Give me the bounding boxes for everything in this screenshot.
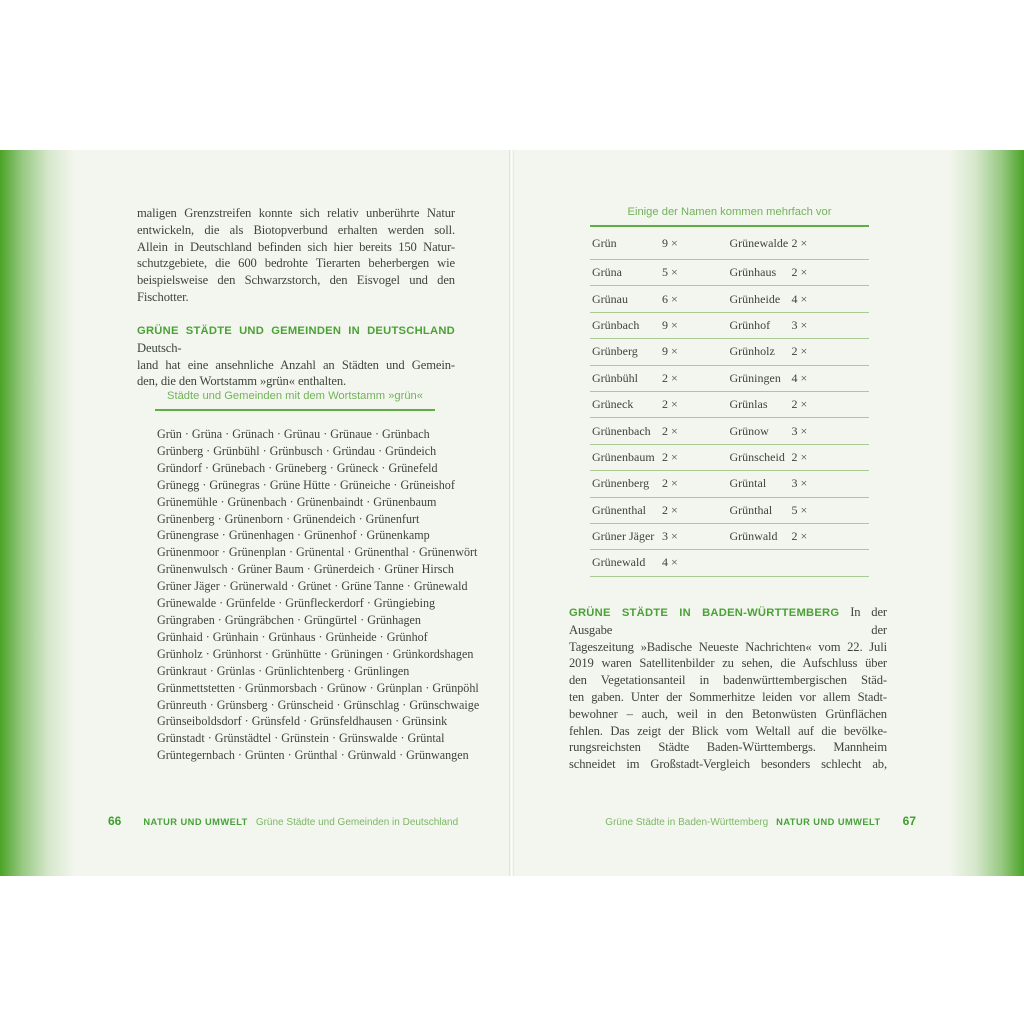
table-row xyxy=(590,471,869,497)
table-cell-right xyxy=(730,292,870,307)
paragraph-line: beispielsweise den Schwarzstorch, den Eisvogel und den xyxy=(137,273,455,288)
occurrence-count: 2 × xyxy=(791,397,808,412)
occurrence-count: 5 × xyxy=(662,265,678,280)
table-cell-right xyxy=(730,265,870,280)
occurrence-count: 3 × xyxy=(791,423,808,438)
occurrence-count: 2 × xyxy=(662,423,678,438)
place-name: Grünenberg xyxy=(592,476,650,491)
occurrence-count: 4 × xyxy=(662,555,678,570)
occurrence-count: 9 × xyxy=(662,236,678,250)
table-cell-right xyxy=(730,397,870,412)
book-spread xyxy=(0,150,1024,876)
intro-paragraph xyxy=(137,205,455,306)
occurrence-count: 4 × xyxy=(791,291,808,306)
table-row xyxy=(590,524,869,550)
place-name: Grünwald xyxy=(729,529,778,544)
place-name: Grünhof xyxy=(729,317,771,332)
place-name: Grünow xyxy=(729,423,769,438)
city-list-line: Grünseiboldsdorf · Grünsfeld · Grünsfeldhausen · Grünsink xyxy=(157,714,448,729)
paragraph-line: rungsreichsten Städte Baden-Württembergs. Mannheim xyxy=(569,740,887,755)
place-name: Grünscheid xyxy=(729,449,785,464)
paragraph-text: In der Ausgabe der xyxy=(569,605,887,637)
paragraph-line: schutzgebiete, die 600 bedrohte Tierarten beherbergen wie xyxy=(137,256,455,271)
occurrence-count: 3 × xyxy=(791,476,808,491)
city-list-line: Grünemühle · Grünenbach · Grünenbaindt · Grünenbaum xyxy=(157,494,437,509)
paragraph-line: land hat eine ansehnliche Anzahl an Städten und Gemein- xyxy=(137,357,455,372)
right-page-footer xyxy=(605,814,916,828)
city-list-line: Gründorf · Grünebach · Grüneberg · Grüneck · Grünefeld xyxy=(157,460,438,475)
city-list-line: Grüntegernbach · Grünten · Grünthal · Grünwald · Grünwangen xyxy=(157,748,469,763)
table-cell-left xyxy=(590,503,730,518)
paragraph-line: schneidet im Großstadt-Vergleich besonders schlecht ab, xyxy=(569,757,887,772)
occurrence-count: 6 × xyxy=(662,291,678,306)
table-cell-left xyxy=(590,476,730,491)
section-heading-germany: GRÜNE STÄDTE UND GEMEINDEN IN DEUTSCHLAND xyxy=(137,325,455,337)
paragraph-line: Allein in Deutschland befinden sich hier bereits 150 Natur- xyxy=(137,239,455,254)
city-list-line: Grünhaid · Grünhain · Grünhaus · Grünheide · Grünhof xyxy=(157,629,428,644)
occurrence-count: 2 × xyxy=(662,449,678,464)
table-cell-left xyxy=(590,236,730,251)
table-cell-right xyxy=(730,503,870,518)
place-name: Grünheide xyxy=(729,291,781,306)
city-list-line: Grünreuth · Grünsberg · Grünscheid · Grünschlag · Grünschwaige xyxy=(157,697,480,712)
place-name: Grünberg xyxy=(592,344,638,359)
table-row xyxy=(590,445,869,471)
place-name: Grün xyxy=(592,236,617,250)
table-row xyxy=(590,366,869,392)
paragraph-line: Tageszeitung »Badische Neueste Nachrichten« vom 22. Juli xyxy=(569,639,887,654)
city-list-line: Grünberg · Grünbühl · Grünbusch · Gründau · Gründeich xyxy=(157,443,437,458)
table-cell-right xyxy=(730,476,870,491)
right-edge-gradient xyxy=(924,150,1024,876)
occurrence-count: 9 × xyxy=(662,317,678,332)
place-name: Grüntal xyxy=(729,476,767,491)
place-name: Grünenbaum xyxy=(592,449,655,464)
place-name: Grünenthal xyxy=(592,502,646,517)
city-list-caption: Städte und Gemeinden mit dem Wortstamm »grün« xyxy=(155,390,435,411)
table-cell-left xyxy=(590,424,730,439)
left-page-footer xyxy=(108,814,458,828)
city-list-line: Grünmettstetten · Grünmorsbach · Grünow · Grünplan · Grünpöhl xyxy=(157,680,479,695)
occurrence-count: 2 × xyxy=(791,529,808,544)
table-cell-left xyxy=(590,371,730,386)
paragraph-continuation xyxy=(569,639,887,773)
place-name: Grünthal xyxy=(729,502,773,517)
page-gutter-seam xyxy=(509,150,514,876)
table-cell-right xyxy=(730,344,870,359)
city-list-line: Grünenwulsch · Grüner Baum · Grünerdeich · Grüner Hirsch xyxy=(157,562,454,577)
occurrence-count: 3 × xyxy=(662,529,678,544)
frequency-table xyxy=(590,228,869,577)
frequency-table-caption: Einige der Namen kommen mehrfach vor xyxy=(590,206,869,227)
paragraph-text: Deutsch- xyxy=(137,340,182,355)
place-name: Grünenbach xyxy=(592,423,651,438)
paragraph-continuation xyxy=(137,357,455,391)
city-list xyxy=(157,426,479,764)
footer-chapter-label: Grüne Städte und Gemeinden in Deutschland xyxy=(255,817,459,828)
paragraph-line: fehlen. Das zeigt der Blick vom Weltall auf die bevölke- xyxy=(569,723,887,738)
table-row xyxy=(590,228,869,260)
city-list-line: Grüngraben · Grüngräbchen · Grüngürtel · Grünhagen xyxy=(157,612,421,627)
germany-paragraph xyxy=(137,322,455,390)
place-name: Grüner Jäger xyxy=(592,529,655,544)
city-list-line: Grüner Jäger · Grünerwald · Grünet · Grüne Tanne · Grünewald xyxy=(157,579,468,594)
page-number: 66 xyxy=(108,814,122,828)
occurrence-count: 2 × xyxy=(662,476,678,491)
city-list-line: Grün · Grüna · Grünach · Grünau · Grünaue · Grünbach xyxy=(157,427,430,441)
table-row xyxy=(590,418,869,444)
table-row xyxy=(590,339,869,365)
paragraph-line: Fischotter. xyxy=(137,289,189,304)
place-name: Grüneck xyxy=(592,397,634,412)
table-cell-right xyxy=(730,424,870,439)
city-list-line: Grünstadt · Grünstädtel · Grünstein · Grünswalde · Grüntal xyxy=(157,731,445,746)
table-cell-right xyxy=(730,318,870,333)
footer-section-label: NATUR UND UMWELT xyxy=(143,817,248,827)
city-list-line: Grünholz · Grünhorst · Grünhütte · Grüningen · Grünkordshagen xyxy=(157,646,474,661)
table-row xyxy=(590,260,869,286)
occurrence-count: 9 × xyxy=(662,344,678,359)
table-cell-right xyxy=(730,529,870,544)
table-cell-left xyxy=(590,292,730,307)
city-list-line: Grünkraut · Grünlas · Grünlichtenberg · Grünlingen xyxy=(157,663,410,678)
section-heading-baden-wuerttemberg: GRÜNE STÄDTE IN BADEN-WÜRTTEMBERG xyxy=(569,607,840,619)
left-edge-gradient xyxy=(0,150,100,876)
paragraph-line: den, die den Wortstamm »grün« enthalten. xyxy=(137,374,347,389)
place-name: Grüningen xyxy=(729,370,781,385)
place-name: Grünewald xyxy=(592,555,646,570)
occurrence-count: 2 × xyxy=(662,502,678,517)
place-name: Grünau xyxy=(592,291,628,306)
table-row xyxy=(590,498,869,524)
place-name: Grünbühl xyxy=(592,370,638,385)
occurrence-count: 3 × xyxy=(791,317,808,332)
left-page xyxy=(137,150,480,876)
place-name: Grüna xyxy=(592,265,622,280)
table-row xyxy=(590,286,869,312)
paragraph-line: maligen Grenzstreifen konnte sich relativ unberührte Natur xyxy=(137,206,455,220)
paragraph-line: entwickeln, die als Biotopverbund erhalten werden soll. xyxy=(137,222,455,237)
table-cell-left xyxy=(590,450,730,465)
occurrence-count: 2 × xyxy=(791,344,808,359)
place-name: Grünewalde xyxy=(729,236,789,250)
table-row xyxy=(590,550,869,576)
table-cell-left xyxy=(590,265,730,280)
paragraph-line: ten gaben. Unter der Sommerhitze leiden vor allem Stadt- xyxy=(569,689,887,704)
footer-section-label: NATUR UND UMWELT xyxy=(776,817,881,827)
table-cell-left xyxy=(590,555,730,570)
table-cell-right xyxy=(730,450,870,465)
occurrence-count: 2 × xyxy=(662,397,678,412)
table-cell-left xyxy=(590,397,730,412)
occurrence-count: 5 × xyxy=(791,502,808,517)
table-cell-right xyxy=(730,236,870,251)
page-number: 67 xyxy=(902,814,916,828)
city-list-line: Grünenberg · Grünenborn · Grünendeich · Grünenfurt xyxy=(157,511,420,526)
table-cell-left xyxy=(590,318,730,333)
paragraph-line xyxy=(137,322,455,357)
table-cell-left xyxy=(590,344,730,359)
occurrence-count: 2 × xyxy=(791,236,808,250)
paragraph-line: bewohner – auch, weil in den Betonwüsten Grünflächen xyxy=(569,706,887,721)
table-cell-left xyxy=(590,529,730,544)
paragraph-line xyxy=(569,604,887,639)
city-list-line: Grünewalde · Grünfelde · Grünfleckerdorf · Grüngiebing xyxy=(157,596,436,611)
place-name: Grünlas xyxy=(729,397,768,412)
table-cell-right xyxy=(730,371,870,386)
baden-wuerttemberg-paragraph xyxy=(569,604,887,773)
footer-chapter-label: Grüne Städte in Baden-Württemberg xyxy=(605,817,769,828)
paragraph-line: den Vegetationsanteil in badenwürttembergischen Städ- xyxy=(569,673,887,688)
right-page xyxy=(569,150,887,876)
city-list-line: Grünenmoor · Grünenplan · Grünental · Grünenthal · Grünenwört xyxy=(157,545,478,560)
paragraph-line: 2019 waren Satellitenbilder zu sehen, die Aufschluss über xyxy=(569,656,887,671)
place-name: Grünhaus xyxy=(729,265,777,280)
occurrence-count: 2 × xyxy=(791,265,808,280)
occurrence-count: 2 × xyxy=(662,370,678,385)
table-row xyxy=(590,313,869,339)
table-row xyxy=(590,392,869,418)
occurrence-count: 2 × xyxy=(791,449,808,464)
city-list-line: Grünengrase · Grünenhagen · Grünenhof · Grünenkamp xyxy=(157,528,430,543)
occurrence-count: 4 × xyxy=(791,370,808,385)
city-list-line: Grünegg · Grünegras · Grüne Hütte · Grüneiche · Grüneishof xyxy=(157,477,455,492)
place-name: Grünbach xyxy=(592,317,640,332)
place-name: Grünholz xyxy=(729,344,775,359)
